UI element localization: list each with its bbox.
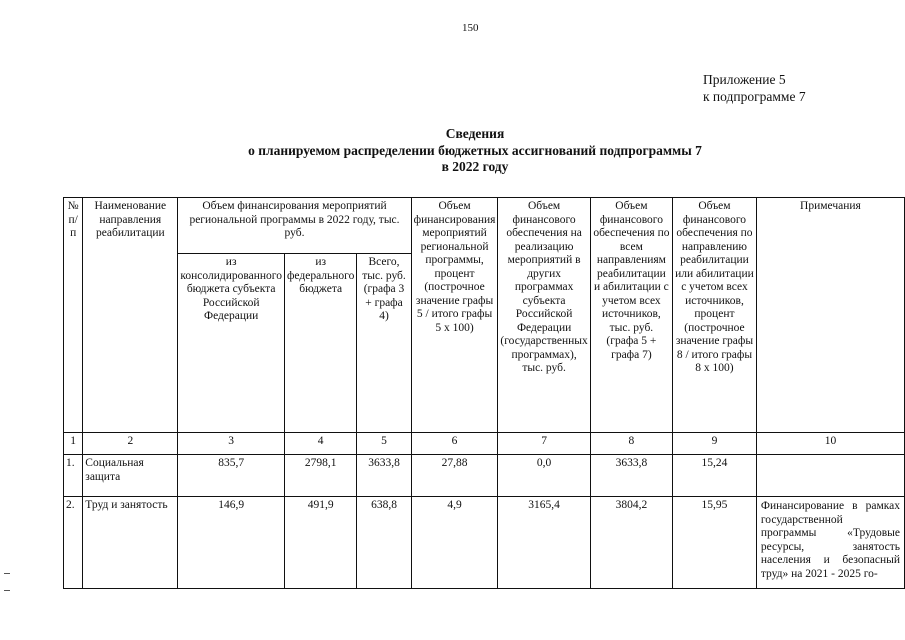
row-all-sources: 3804,2 bbox=[590, 497, 672, 589]
column-number: 7 bbox=[498, 433, 590, 455]
margin-mark bbox=[4, 573, 10, 574]
row-consolidated: 146,9 bbox=[178, 497, 285, 589]
budget-table bbox=[63, 197, 905, 589]
row-all-sources: 3633,8 bbox=[590, 455, 672, 497]
header-other-programs: Объем финансового обеспечения на реализацию мероприятий в других программах субъекта Российской Федерации (государственных программах), тыс. руб. bbox=[498, 198, 590, 433]
title-line-2: о планируемом распределении бюджетных ассигнований подпрограммы 7 bbox=[248, 142, 702, 158]
column-number: 1 bbox=[64, 433, 83, 455]
column-number: 5 bbox=[357, 433, 411, 455]
header-no: № п/ п bbox=[64, 198, 83, 433]
title-line-3: в 2022 году bbox=[441, 159, 509, 174]
column-number: 9 bbox=[673, 433, 757, 455]
header-consolidated: из консолидированного бюджета субъекта Российской Федерации bbox=[178, 254, 285, 433]
header-name: Наименование направления реабилитации bbox=[83, 198, 178, 433]
row-other-programs: 0,0 bbox=[498, 455, 590, 497]
row-share-regional: 27,88 bbox=[411, 455, 498, 497]
header-notes: Примечания bbox=[756, 198, 904, 433]
column-number: 4 bbox=[284, 433, 356, 455]
header-federal: из федерального бюджета bbox=[284, 254, 356, 433]
row-total: 638,8 bbox=[357, 497, 411, 589]
header-share-regional: Объем финансирования мероприятий региональной программы, процент (построчное значение графы 5 / итого графы 5 x 100) bbox=[411, 198, 498, 433]
page-number: 150 bbox=[462, 22, 479, 34]
appendix-block bbox=[703, 71, 806, 105]
header-row-1 bbox=[64, 198, 905, 254]
row-federal: 491,9 bbox=[284, 497, 356, 589]
title-line-1: Сведения bbox=[445, 126, 505, 141]
row-no: 1. bbox=[64, 455, 83, 497]
appendix-line-1: Приложение 5 bbox=[703, 72, 786, 87]
row-name: Социальная защита bbox=[83, 455, 178, 497]
row-total: 3633,8 bbox=[357, 455, 411, 497]
row-notes: Финансирование в рамках государственной программы «Трудовые ресурсы, занятость населения и безопасный труд» на 2021 - 2025 го- bbox=[756, 497, 904, 589]
table-row bbox=[64, 497, 905, 589]
header-total: Всего, тыс. руб. (графа 3 + графа 4) bbox=[357, 254, 411, 433]
margin-mark bbox=[4, 590, 10, 591]
header-regional-group: Объем финансирования мероприятий региональной программы в 2022 году, тыс. руб. bbox=[178, 198, 411, 254]
row-federal: 2798,1 bbox=[284, 455, 356, 497]
row-other-programs: 3165,4 bbox=[498, 497, 590, 589]
row-notes bbox=[756, 455, 904, 497]
column-number: 3 bbox=[178, 433, 285, 455]
table-row bbox=[64, 455, 905, 497]
header-all-sources: Объем финансового обеспечения по всем направлениям реабилитации и абилитации с учетом всех источников, тыс. руб. (графа 5 + графа 7) bbox=[590, 198, 672, 433]
column-number-row bbox=[64, 433, 905, 455]
header-share-all: Объем финансового обеспечения по направлению реабилитации или абилитации с учетом всех источников, процент (построчное значение графы 8 / итого графы 8 x 100) bbox=[673, 198, 757, 433]
row-share-regional: 4,9 bbox=[411, 497, 498, 589]
row-name: Труд и занятость bbox=[83, 497, 178, 589]
column-number: 10 bbox=[756, 433, 904, 455]
row-consolidated: 835,7 bbox=[178, 455, 285, 497]
row-share-all: 15,24 bbox=[673, 455, 757, 497]
row-share-all: 15,95 bbox=[673, 497, 757, 589]
appendix-line-2: к подпрограмме 7 bbox=[703, 89, 806, 104]
document-title bbox=[150, 126, 800, 176]
column-number: 8 bbox=[590, 433, 672, 455]
column-number: 6 bbox=[411, 433, 498, 455]
column-number: 2 bbox=[83, 433, 178, 455]
row-no: 2. bbox=[64, 497, 83, 589]
